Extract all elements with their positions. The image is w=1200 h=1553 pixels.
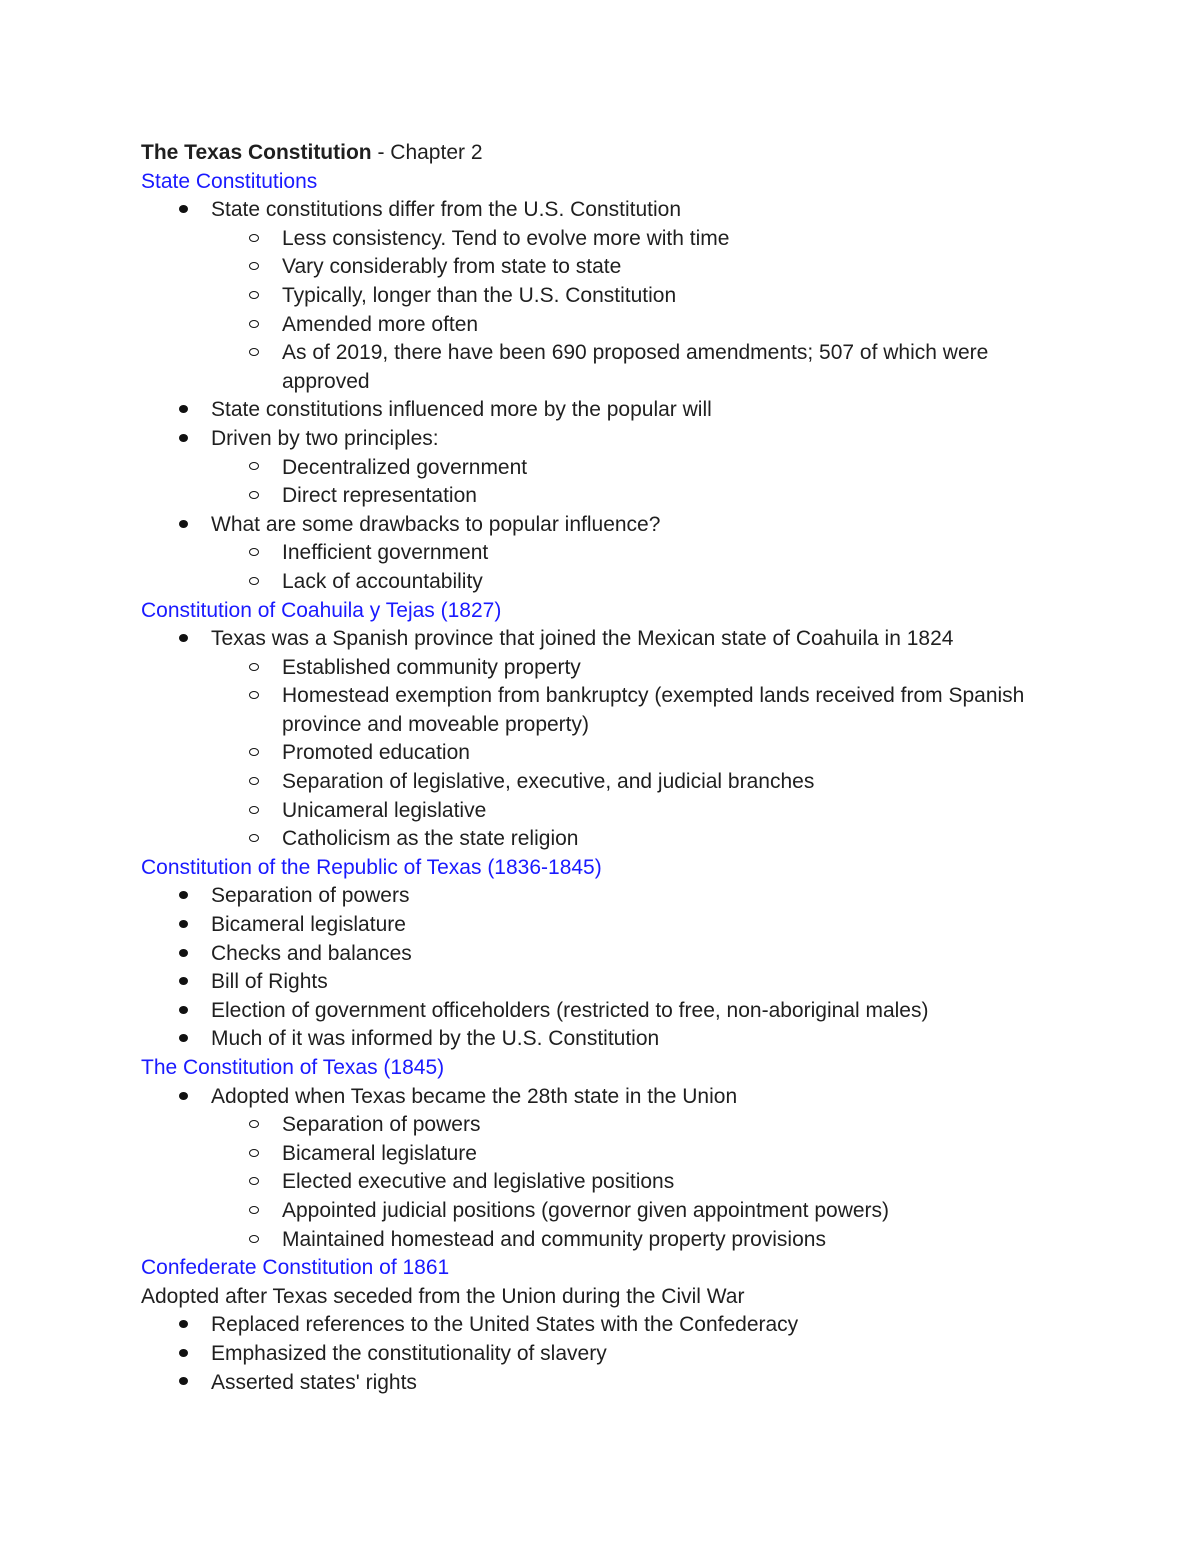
list-item-text: Bicameral legislature	[282, 1141, 477, 1165]
document-body	[141, 139, 1101, 1397]
bullet-dot-icon	[173, 1025, 193, 1054]
bullet-circle-icon	[244, 482, 264, 511]
bullet-dot-icon	[173, 997, 193, 1026]
list-item-text: Bill of Rights	[211, 970, 328, 994]
bullet-circle-icon	[244, 311, 264, 340]
title-suffix: - Chapter 2	[371, 141, 483, 164]
list-item	[141, 425, 1101, 454]
list-item-text: Adopted when Texas became the 28th state in the Union	[211, 1084, 738, 1108]
section-intro: Adopted after Texas seceded from the Union during the Civil War	[141, 1284, 745, 1308]
bullet-circle-icon	[244, 1197, 264, 1226]
list-item	[141, 482, 1101, 511]
bullet-circle-icon	[244, 739, 264, 768]
section-heading: Confederate Constitution of 1861	[141, 1256, 450, 1280]
bullet-dot-icon	[173, 1311, 193, 1340]
list-item-text: Inefficient government	[282, 541, 489, 565]
bullet-circle-icon	[244, 225, 264, 254]
list-item-text: Established community property	[282, 655, 581, 679]
list-item	[141, 1083, 1101, 1112]
list-item	[141, 911, 1101, 940]
list-item-text: Catholicism as the state religion	[282, 827, 579, 851]
list-item-text: Less consistency. Tend to evolve more with time	[282, 226, 730, 250]
list-item-text: Replaced references to the United States with the Confederacy	[211, 1313, 799, 1337]
list-item-text: Texas was a Spanish province that joined the Mexican state of Coahuila in 1824	[211, 627, 954, 651]
section-heading: State Constitutions	[141, 169, 318, 193]
list-item	[141, 968, 1101, 997]
list-item-text: Asserted states' rights	[211, 1370, 417, 1394]
bullet-dot-icon	[173, 911, 193, 940]
bullet-dot-icon	[173, 940, 193, 969]
document-title	[141, 139, 1101, 168]
list-item	[141, 1226, 1101, 1255]
list-item-text: Unicameral legislative	[282, 798, 487, 822]
list-item	[141, 654, 1101, 683]
section-heading: Constitution of the Republic of Texas (1836-1845)	[141, 855, 602, 879]
list-item	[141, 568, 1101, 597]
list-item	[141, 225, 1101, 254]
list-item-text: Typically, longer than the U.S. Constitution	[282, 283, 677, 307]
list-item-text: State constitutions differ from the U.S. Constitution	[211, 198, 682, 222]
list-item-text: Homestead exemption from bankruptcy (exempted lands received from Spanish province and moveable property)	[282, 684, 1025, 736]
list-item-text: Appointed judicial positions (governor given appointment powers)	[282, 1198, 890, 1222]
list-item	[141, 682, 1062, 739]
list-item-text: Separation of powers	[282, 1113, 481, 1137]
bullet-dot-icon	[173, 1083, 193, 1112]
list-item-text: Lack of accountability	[282, 569, 483, 593]
section-heading: Constitution of Coahuila y Tejas (1827)	[141, 598, 502, 622]
bullet-dot-icon	[173, 196, 193, 225]
bullet-circle-icon	[244, 654, 264, 683]
list-item-text: Separation of legislative, executive, and judicial branches	[282, 770, 815, 794]
bullet-dot-icon	[173, 1369, 193, 1398]
list-item	[141, 1025, 1101, 1054]
bullet-circle-icon	[244, 1168, 264, 1197]
list-item	[141, 940, 1101, 969]
list-item	[141, 1197, 1101, 1226]
list-item-text: What are some drawbacks to popular influence?	[211, 512, 661, 536]
bullet-dot-icon	[173, 396, 193, 425]
list-item	[141, 339, 1062, 396]
list-item-text: Maintained homestead and community property provisions	[282, 1227, 826, 1251]
list-item	[141, 454, 1101, 483]
list-item	[141, 1111, 1101, 1140]
bullet-circle-icon	[244, 253, 264, 282]
list-item	[141, 739, 1101, 768]
list-item-text: State constitutions influenced more by the popular will	[211, 398, 712, 422]
list-item-text: Much of it was informed by the U.S. Constitution	[211, 1027, 660, 1051]
list-item	[141, 768, 1101, 797]
list-item	[141, 882, 1101, 911]
list-item-text: Bicameral legislature	[211, 913, 406, 937]
title-bold: The Texas Constitution	[141, 141, 372, 164]
list-item-text: Promoted education	[282, 741, 470, 765]
list-item-text: Elected executive and legislative positions	[282, 1170, 675, 1194]
list-item-text: Checks and balances	[211, 941, 412, 965]
bullet-circle-icon	[244, 539, 264, 568]
list-item-text: Emphasized the constitutionality of slavery	[211, 1341, 607, 1365]
bullet-circle-icon	[244, 1111, 264, 1140]
list-item	[141, 825, 1101, 854]
bullet-dot-icon	[173, 511, 193, 540]
list-item	[141, 253, 1101, 282]
bullet-circle-icon	[244, 1140, 264, 1169]
bullet-dot-icon	[173, 425, 193, 454]
list-item	[141, 311, 1101, 340]
list-item	[141, 1140, 1101, 1169]
bullet-circle-icon	[244, 682, 264, 711]
bullet-circle-icon	[244, 454, 264, 483]
list-item-text: Election of government officeholders (restricted to free, non-aboriginal males)	[211, 998, 929, 1022]
bullet-circle-icon	[244, 797, 264, 826]
bullet-circle-icon	[244, 339, 264, 368]
bullet-circle-icon	[244, 282, 264, 311]
bullet-dot-icon	[173, 625, 193, 654]
bullet-circle-icon	[244, 1226, 264, 1255]
list-item-text: Vary considerably from state to state	[282, 255, 622, 279]
bullet-dot-icon	[173, 1340, 193, 1369]
list-item	[141, 797, 1101, 826]
list-item-text: Decentralized government	[282, 455, 528, 479]
list-item-text: As of 2019, there have been 690 proposed amendments; 507 of which were approved	[282, 341, 989, 393]
list-item	[141, 1311, 1101, 1340]
list-item	[141, 625, 1101, 654]
list-item-text: Driven by two principles:	[211, 426, 439, 450]
list-item	[141, 511, 1101, 540]
bullet-dot-icon	[173, 882, 193, 911]
bullet-circle-icon	[244, 825, 264, 854]
bullet-circle-icon	[244, 768, 264, 797]
list-item-text: Direct representation	[282, 484, 477, 508]
list-item-text: Amended more often	[282, 312, 479, 336]
list-item	[141, 1168, 1101, 1197]
list-item	[141, 539, 1101, 568]
list-item	[141, 997, 1101, 1026]
list-item	[141, 196, 1101, 225]
list-item	[141, 396, 1101, 425]
bullet-circle-icon	[244, 568, 264, 597]
list-item	[141, 1340, 1101, 1369]
list-item-text: Separation of powers	[211, 884, 410, 908]
list-item	[141, 1369, 1101, 1398]
list-item	[141, 282, 1101, 311]
bullet-dot-icon	[173, 968, 193, 997]
section-heading: The Constitution of Texas (1845)	[141, 1056, 445, 1079]
